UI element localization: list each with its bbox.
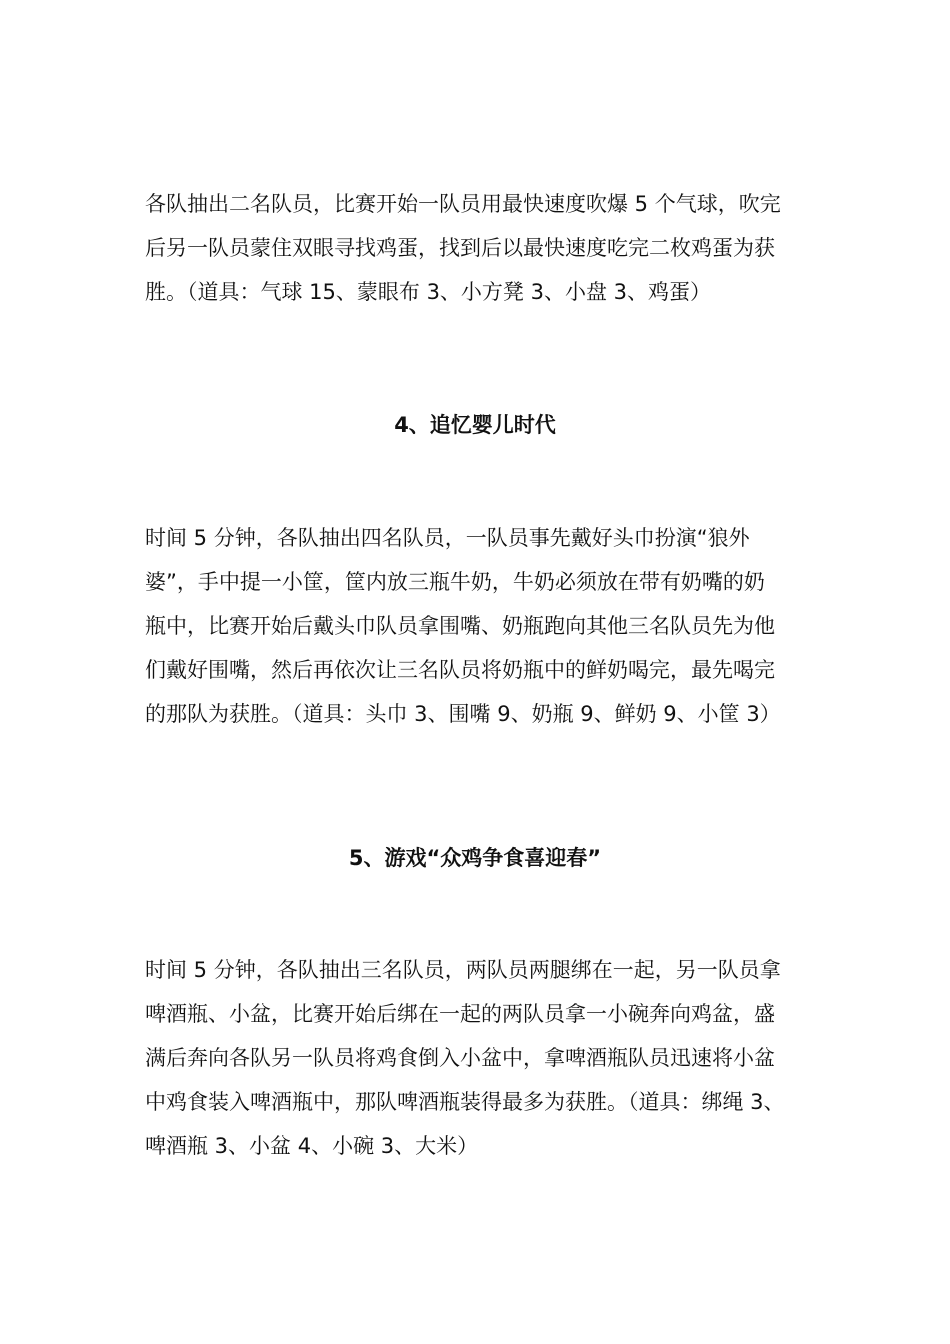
text-line: 各队抽出二名队员，比赛开始一队员用最快速度吹爆 5 个气球，吹完 <box>145 192 781 216</box>
text-line: 婆”，手中提一小筐，筐内放三瓶牛奶，牛奶必须放在带有奶嘴的奶 <box>145 570 765 594</box>
paragraph-balloon-egg-game <box>145 182 817 314</box>
text-line: 胜。（道具：气球 15、蒙眼布 3、小方凳 3、小盘 3、鸡蛋） <box>145 280 712 304</box>
text-line: 中鸡食装入啤酒瓶中，那队啤酒瓶装得最多为获胜。（道具：绑绳 3、 <box>145 1090 785 1114</box>
section-4-heading: 4、追忆婴儿时代 <box>394 413 556 437</box>
text-line: 啤酒瓶、小盆，比赛开始后绑在一起的两队员拿一小碗奔向鸡盆，盛 <box>145 1002 775 1026</box>
text-line: 瓶中，比赛开始后戴头巾队员拿围嘴、奶瓶跑向其他三名队员先为他 <box>145 614 775 638</box>
text-line: 时间 5 分钟，各队抽出四名队员，一队员事先戴好头巾扮演“狼外 <box>145 526 750 550</box>
text-line: 满后奔向各队另一队员将鸡食倒入小盆中，拿啤酒瓶队员迅速将小盆 <box>145 1046 775 1070</box>
text-line: 的那队为获胜。（道具：头巾 3、围嘴 9、奶瓶 9、鲜奶 9、小筐 3） <box>145 702 781 726</box>
text-line: 们戴好围嘴，然后再依次让三名队员将奶瓶中的鲜奶喝完，最先喝完 <box>145 658 775 682</box>
section-5-heading: 5、游戏“众鸡争食喜迎春” <box>348 846 602 870</box>
text-line: 后另一队员蒙住双眼寻找鸡蛋，找到后以最快速度吃完二枚鸡蛋为获 <box>145 236 775 260</box>
text-line: 啤酒瓶 3、小盆 4、小碗 3、大米） <box>145 1134 479 1158</box>
paragraph-baby-era-game <box>145 516 817 736</box>
paragraph-chicken-feed-game <box>145 948 817 1168</box>
text-line: 时间 5 分钟，各队抽出三名队员，两队员两腿绑在一起，另一队员拿 <box>145 958 781 982</box>
